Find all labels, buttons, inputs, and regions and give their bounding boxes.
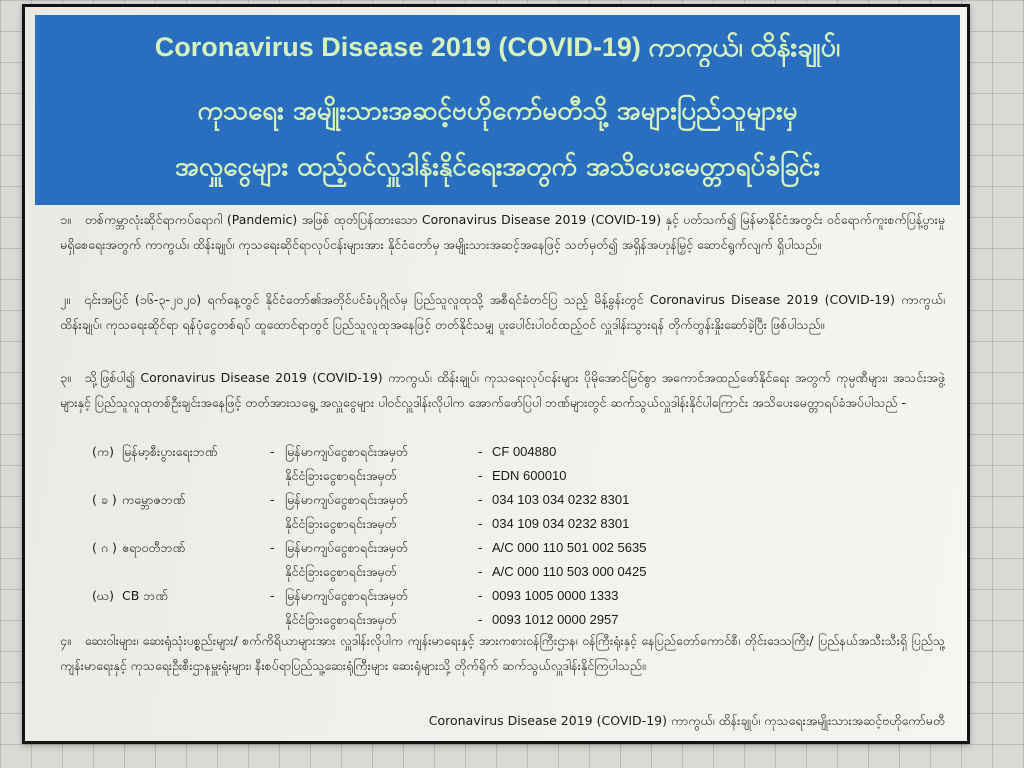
account-type: နိုင်ငံခြားငွေစာရင်းအမှတ် [285,612,397,627]
account-number: CF 004880 [492,444,557,459]
separator: - [478,492,483,507]
account-type: မြန်မာကျပ်ငွေစာရင်းအမှတ် [285,444,408,459]
issuer-signature: Coronavirus Disease 2019 (COVID-19) ကာကွယ်၊ ထိန်းချုပ်၊ ကုသရေးအမျိုးသားအဆင့်ဗဟိုကော်မတီ [428,713,945,728]
separator: - [270,588,275,603]
separator: - [270,540,275,555]
bank-row [88,536,928,560]
separator: - [478,564,483,579]
separator: - [270,492,275,507]
account-type: နိုင်ငံခြားငွေစာရင်းအမှတ် [285,564,397,579]
separator: - [478,444,483,459]
separator: - [270,444,275,459]
paragraph-number: ၄။ [60,633,71,648]
bank-label: (ဃ) [92,588,114,603]
account-type: မြန်မာကျပ်ငွေစာရင်းအမှတ် [285,588,408,603]
separator: - [478,588,483,603]
bank-row [88,464,928,488]
heading-line-1: Coronavirus Disease 2019 (COVID-19) ကာကွယ်၊ ထိန်းချုပ်၊ [154,32,841,62]
account-type: မြန်မာကျပ်ငွေစာရင်းအမှတ် [285,492,408,507]
heading-banner [35,15,960,205]
bank-label: ( ဂ ) [92,540,117,555]
account-number: 034 109 034 0232 8301 [492,516,630,531]
paragraph-4 [60,628,945,704]
bank-name: ကမ္ဘောဇဘဏ် [122,492,186,507]
paragraph-text: တစ်ကမ္ဘာလုံးဆိုင်ရာကပ်ရောဂါ (Pandemic) အဖြစ် ထုတ်ပြန်ထားသော Coronavirus Disease 2019 (COVID-19) နှင့် ပတ်သက်၍ မြန်မာနိုင်ငံအတွင်း ဝင်ရောက်ကူးစက်ပြန့်ပွားမှု မရှိစေရေးအတွက် ကာကွယ်၊ ထိန်းချုပ်၊ ကုသရေးဆိုင်ရာလုပ်ငန်းများအား နိုင်ငံတော်မှ အမျိုးသားအဆင့်အနေဖြင့် သတ်မှတ်၍ အရှိန်အဟုန်မြှင့် ဆောင်ရွက်လျက် ရှိပါသည်။ [60,212,945,252]
bank-name: မြန်မာ့စီးပွားရေးဘဏ် [122,444,218,459]
bank-row [88,560,928,584]
account-number: 0093 1012 0000 2957 [492,612,619,627]
paragraph-1 [60,207,945,283]
account-number: 0093 1005 0000 1333 [492,588,619,603]
heading-line-3: အလှူငွေများ ထည့်ဝင်လှူဒါန်းနိုင်ရေးအတွက် အသိပေးမေတ္တာရပ်ခံခြင်း [175,152,820,182]
account-type: နိုင်ငံခြားငွေစာရင်းအမှတ် [285,468,397,483]
paragraph-2 [60,287,945,363]
separator: - [478,516,483,531]
account-type: နိုင်ငံခြားငွေစာရင်းအမှတ် [285,516,397,531]
heading-line-2: ကုသရေး အမျိုးသားအဆင့်ဗဟိုကော်မတီသို့ အများပြည်သူများမှ [197,96,798,126]
separator: - [478,468,483,483]
paragraph-text: သို့ဖြစ်ပါ၍ Coronavirus Disease 2019 (COVID-19) ကာကွယ်၊ ထိန်းချုပ်၊ ကုသရေးလုပ်ငန်းများ ပိုမိုအောင်မြင်စွာ အကောင်အထည်ဖော်နိုင်ရေး အတွက် ကုမ္ပဏီများ၊ အသင်းအဖွဲ့များနှင့် ပြည်သူလူထုတစ်ဦးချင်းအနေဖြင့် တတ်အားသရွေ့ အလှူငွေများ ပါဝင်လှူဒါန်းလိုပါက အောက်ဖော်ပြပါ ဘဏ်များတွင် ဆက်သွယ်လှူဒါန်းနိုင်ပါကြောင်း အသိပေးမေတ္တာရပ်ခံအပ်ပါသည် - [60,370,945,410]
bank-row [88,488,928,512]
paragraph-number: ၃။ [60,370,71,385]
paragraph-3 [60,365,945,441]
bank-row [88,512,928,536]
bank-account-list [88,440,928,632]
bank-row [88,440,928,464]
account-type: မြန်မာကျပ်ငွေစာရင်းအမှတ် [285,540,408,555]
separator: - [478,540,483,555]
donation-notice [22,4,970,744]
account-number: EDN 600010 [492,468,567,483]
account-number: A/C 000 110 501 002 5635 [492,540,647,555]
bank-label: (က) [92,444,114,459]
separator: - [478,612,483,627]
paragraph-number: ၁။ [60,212,71,227]
paragraph-text: ၎င်းအပြင် (၁၆-၃-၂၀၂၀) ရက်နေ့တွင် နိုင်ငံတော်၏အတိုင်ပင်ခံပုဂ္ဂိုလ်မှ ပြည်သူလူထုသို့ အစီရင်ခံတင်ပြ သည့် မိန့်ခွန်းတွင် Coronavirus Disease 2019 (COVID-19) ကာကွယ်၊ ထိန်းချုပ်၊ ကုသရေးဆိုင်ရာ ရန်ပုံငွေတစ်ရပ် ထူထောင်ရာတွင် ပြည်သူလူထုအနေဖြင့် တတ်နိုင်သမျှ ပူးပေါင်းပါဝင်ထည့်ဝင် လှူဒါန်းသွားရန် တိုက်တွန်းနှိုးဆော်ခဲ့ပြီး ဖြစ်ပါသည်။ [60,292,945,332]
bank-row [88,584,928,608]
account-number: A/C 000 110 503 000 0425 [492,564,647,579]
bank-name: ဧရာဝတီဘဏ် [122,540,186,555]
paragraph-text: ဆေးဝါးများ၊ ဆေးရုံသုံးပစ္စည်းများ/ စက်ကိရိယာများအား လှူဒါန်းလိုပါက ကျန်းမာရေးနှင့် အားကစားဝန်ကြီးဌာန၊ ဝန်ကြီးရုံးနှင့် နေပြည်တော်ကောင်စီ၊ တိုင်းဒေသကြီး/ ပြည်နယ်အသီးသီးရှိ ပြည်သူ့ကျန်းမာရေးနှင့် ကုသရေးဦးစီးဌာနမှူးရုံးများ၊ နီးစပ်ရာပြည်သူ့ဆေးရုံကြီးများ ဆေးရုံများသို့ တိုက်ရိုက် ဆက်သွယ်လှူဒါန်းနိုင်ကြပါသည်။ [60,633,945,673]
account-number: 034 103 034 0232 8301 [492,492,630,507]
bank-name: CB ဘဏ် [122,588,168,603]
paragraph-number: ၂။ [60,292,70,307]
bank-label: ( ခ ) [92,492,117,507]
